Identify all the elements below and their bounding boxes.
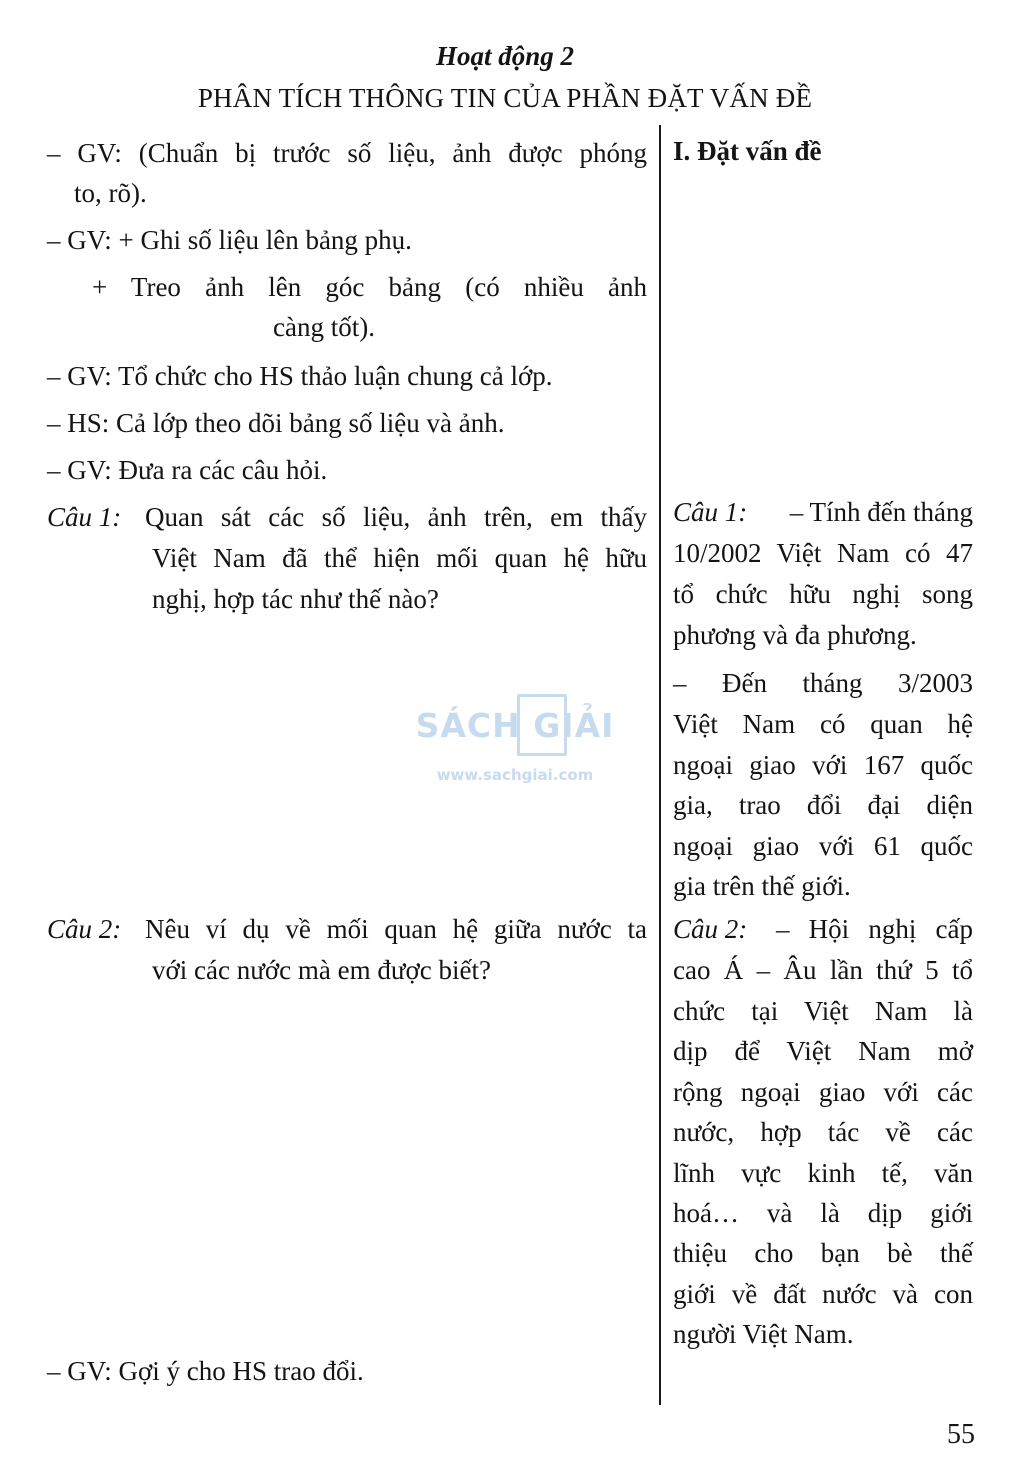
answer-1b-line-5: ngoại giao với 61 quốc [673, 831, 973, 861]
answer-1-line-2: 10/2002 Việt Nam có 47 [673, 538, 973, 568]
answer-1-line-3: tổ chức hữu nghị song [673, 579, 973, 609]
left-line-3: – GV: + Ghi số liệu lên bảng phụ. [47, 225, 412, 255]
left-last-line: – GV: Gợi ý cho HS trao đổi. [47, 1356, 364, 1386]
left-line-7: – HS: Cả lớp theo dõi bảng số liệu và ảnh. [47, 408, 505, 438]
left-line-2: to, rõ). [74, 178, 147, 208]
question-2-line-2: với các nước mà em được biết? [152, 955, 491, 985]
answer-2-line-1: – Hội nghị cấp [776, 914, 973, 944]
answer-2-line-5: rộng ngoại giao với các [673, 1077, 973, 1107]
question-1-line-2: Việt Nam đã thể hiện mối quan hệ hữu [152, 543, 647, 573]
answer-2-line-2: cao Á – Âu lần thứ 5 tổ [673, 955, 973, 985]
question-1-line-3: nghị, hợp tác như thế nào? [152, 584, 439, 614]
answer-2-line-9: thiệu cho bạn bè thế [673, 1238, 973, 1268]
question-2-label: Câu 2: [47, 914, 122, 944]
answer-1b-line-2: Việt Nam có quan hệ [673, 709, 973, 739]
left-line-8: – GV: Đưa ra các câu hỏi. [47, 455, 328, 485]
answer-2-line-8: hoá… và là dịp giới [673, 1198, 973, 1228]
answer-2-line-6: nước, hợp tác về các [673, 1117, 973, 1147]
activity-heading: Hoạt động 2 [435, 41, 575, 71]
column-divider [659, 125, 661, 1405]
question-1-line-1: Quan sát các số liệu, ảnh trên, em thấy [145, 502, 647, 532]
answer-1b-line-6: gia trên thế giới. [673, 871, 851, 901]
answer-1b-line-1: – Đến tháng 3/2003 [673, 668, 973, 698]
watermark-brand: SÁCH GIẢI [415, 706, 615, 745]
watermark-url: www.sachgiai.com [436, 766, 594, 784]
question-1-label: Câu 1: [47, 502, 122, 532]
page-number: 55 [947, 1419, 975, 1450]
answer-2-label: Câu 2: [673, 914, 748, 944]
answer-1-label: Câu 1: [673, 497, 748, 527]
answer-2-line-11: người Việt Nam. [673, 1319, 854, 1349]
answer-2-line-4: dịp để Việt Nam mở [673, 1036, 973, 1066]
left-line-6: – GV: Tổ chức cho HS thảo luận chung cả lớp. [47, 361, 553, 391]
answer-2-line-3: chức tại Việt Nam là [673, 996, 973, 1026]
answer-2-line-7: lĩnh vực kinh tế, văn [673, 1158, 973, 1188]
left-line-5: càng tốt). [273, 312, 375, 342]
answer-1-line-1: – Tính đến tháng [789, 497, 973, 527]
answer-2-line-10: giới về đất nước và con [673, 1279, 973, 1309]
answer-1-line-4: phương và đa phương. [673, 620, 917, 650]
section-title: PHÂN TÍCH THÔNG TIN CỦA PHẦN ĐẶT VẤN ĐỀ [197, 83, 813, 113]
watermark-logo [410, 690, 620, 790]
right-heading: I. Đặt vấn đề [673, 136, 822, 166]
answer-1b-line-4: gia, trao đổi đại diện [673, 790, 973, 820]
left-line-4: + Treo ảnh lên góc bảng (có nhiều ảnh [92, 272, 647, 302]
answer-1b-line-3: ngoại giao với 167 quốc [673, 750, 973, 780]
question-2-line-1: Nêu ví dụ về mối quan hệ giữa nước ta [145, 914, 647, 944]
left-line-1: – GV: (Chuẩn bị trước số liệu, ảnh được phóng [47, 138, 647, 168]
